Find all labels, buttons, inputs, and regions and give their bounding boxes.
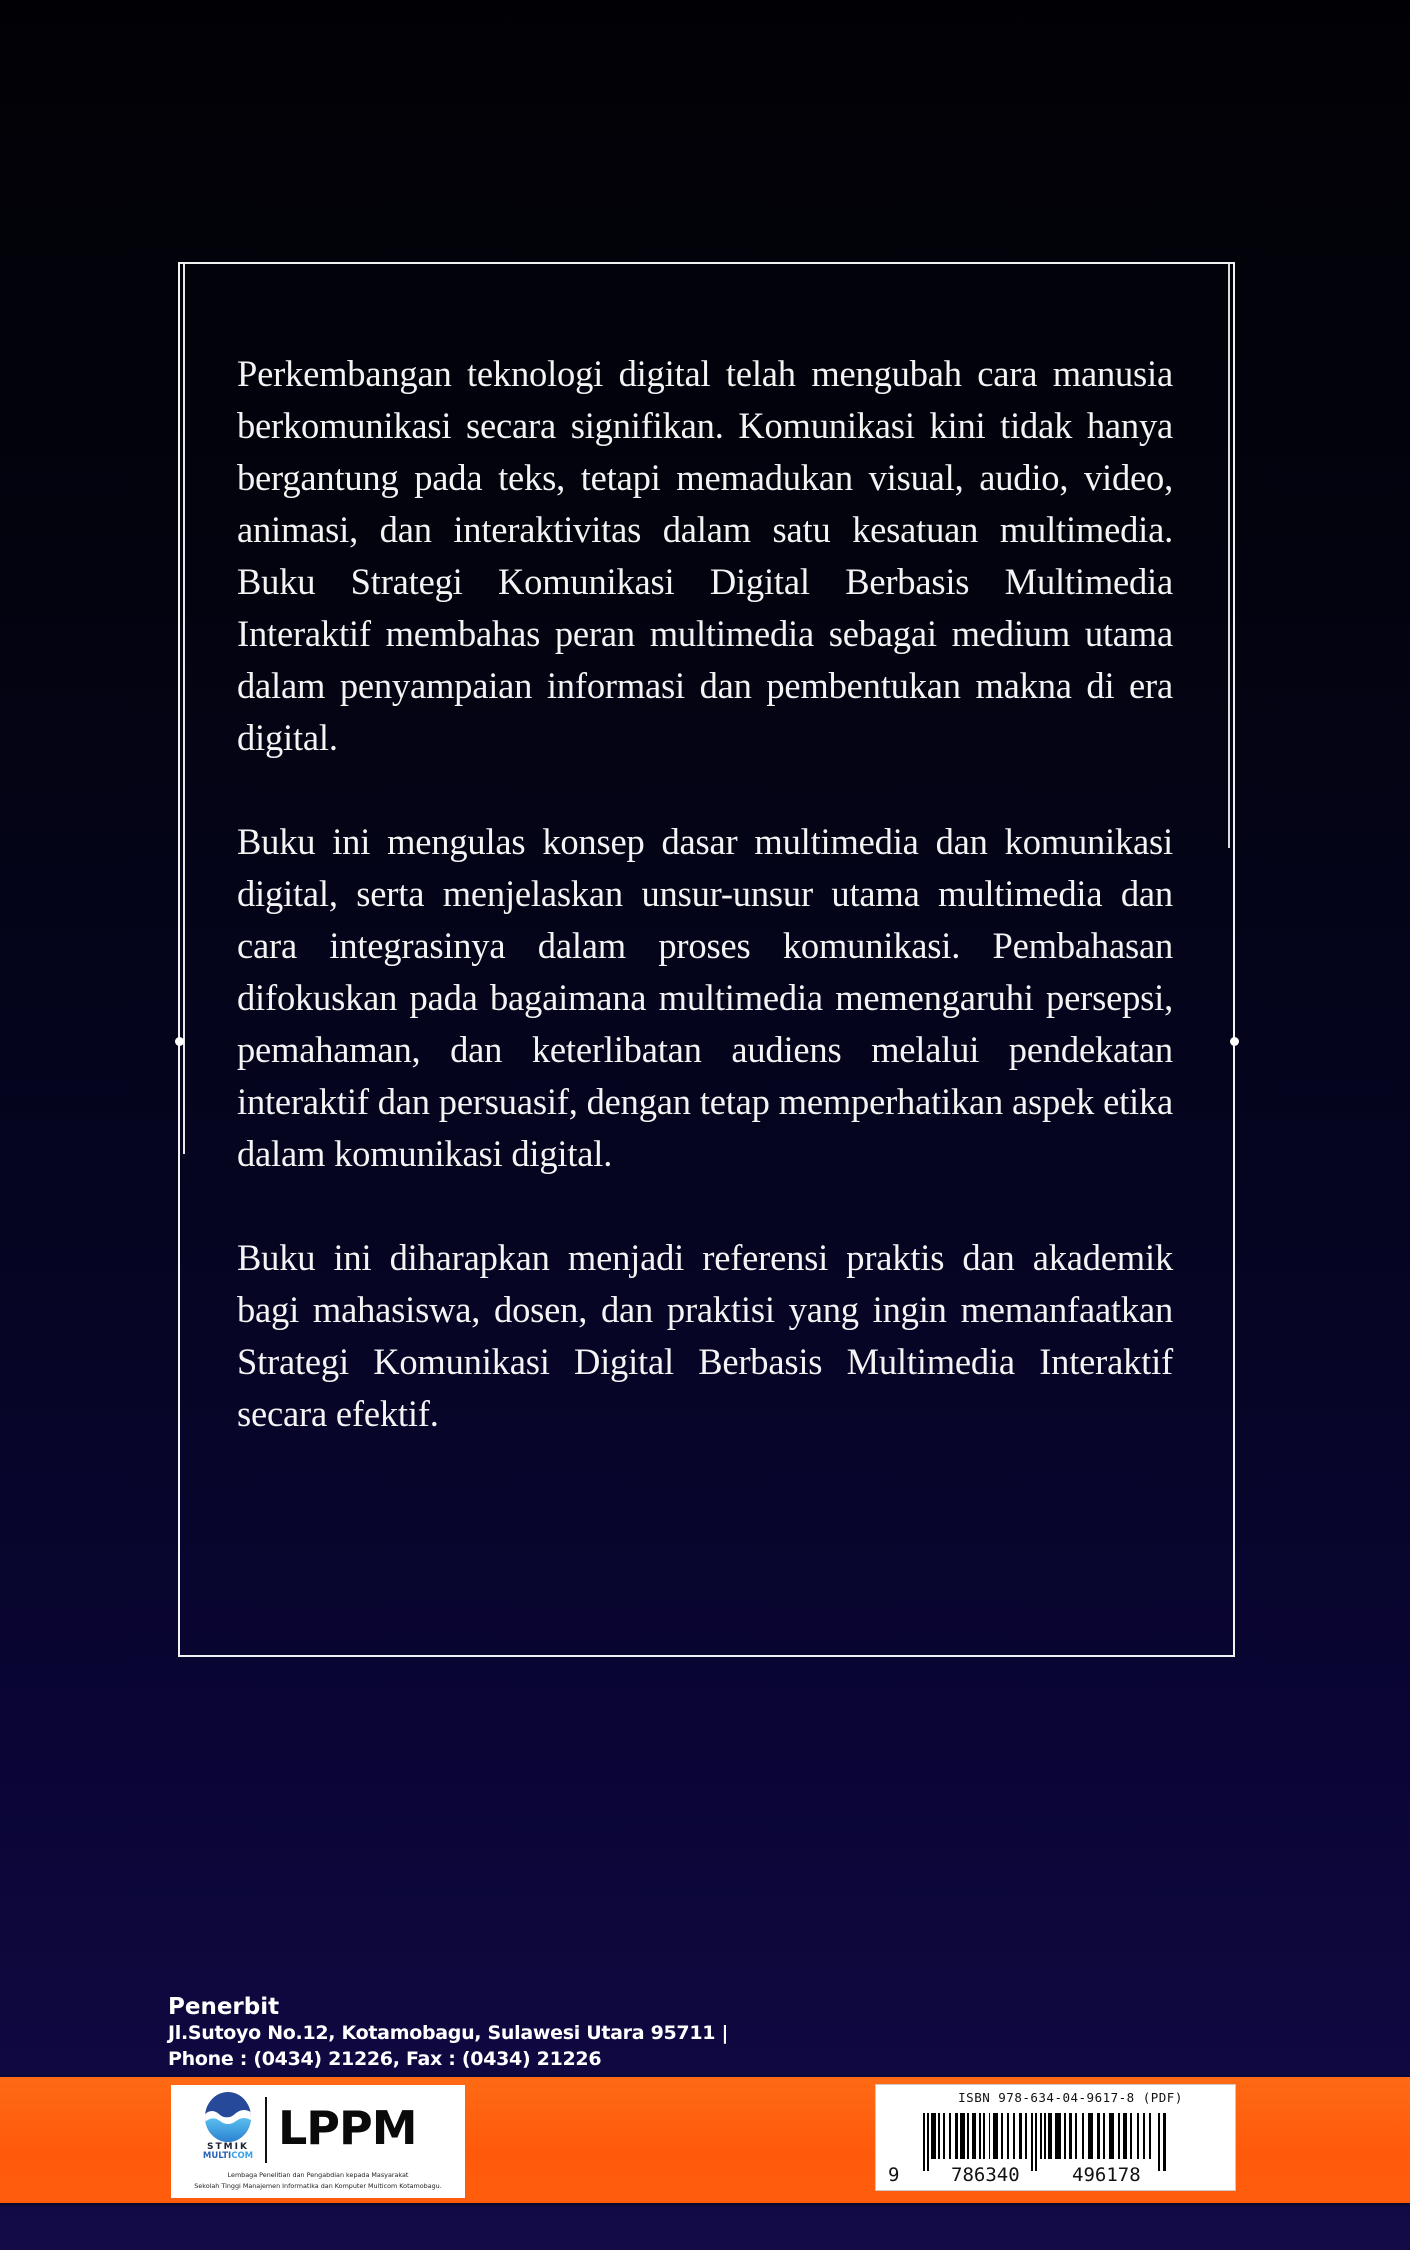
blurb-text — [237, 348, 1173, 1492]
barcode-bar — [1075, 2113, 1077, 2159]
barcode-bar — [931, 2113, 936, 2159]
barcode-bar — [967, 2113, 969, 2159]
barcode-bar — [1082, 2113, 1084, 2159]
publisher-contact: Phone : (0434) 21226, Fax : (0434) 21226 — [168, 2048, 602, 2070]
barcode-bar — [960, 2113, 965, 2159]
barcode-bar — [972, 2113, 976, 2159]
barcode-bar — [1103, 2113, 1105, 2159]
lppm-logo — [171, 2085, 465, 2198]
isbn-digit-first: 9 — [888, 2164, 900, 2186]
publisher-address: Jl.Sutoyo No.12, Kotamobagu, Sulawesi Utara 95711 | — [168, 2022, 729, 2044]
blurb-paragraph-1: Perkembangan teknologi digital telah mengubah cara manusia berkomunikasi secara signifikan. Komunikasi kini tidak hanya bergantung pada teks, tetapi memadukan visual, audio, video, animasi, dan interaktivitas dalam satu kesatuan multimedia. Buku Strategi Komunikasi Digital Berbasis Multimedia Interaktif membahas peran multimedia sebagai medium utama dalam penyampaian informasi dan pembentukan makna di era digital. — [237, 353, 1173, 758]
barcode-bar — [1149, 2113, 1151, 2159]
barcode-bar — [989, 2113, 990, 2159]
barcode-bar — [1143, 2113, 1145, 2159]
logo-divider — [265, 2097, 267, 2163]
barcode-bar — [1130, 2113, 1132, 2159]
publisher-info — [168, 1994, 728, 2072]
barcode-bar — [1048, 2113, 1052, 2159]
logo-com: COM — [231, 2151, 254, 2161]
publisher-title: Penerbit — [168, 1994, 280, 2020]
barcode-bar — [1040, 2113, 1042, 2159]
barcode-bar — [955, 2113, 958, 2159]
barcode-bar — [1044, 2113, 1046, 2159]
logo-multi: MULTI — [202, 2151, 232, 2161]
blurb-paragraph-2: Buku ini mengulas konsep dasar multimedia dan komunikasi digital, serta menjelaskan unsur-unsur utama multimedia dan cara integrasinya dalam proses komunikasi. Pembahasan difokuskan pada bagaimana multimedia memengaruhi persepsi, pemahaman, dan keterlibatan audiens melalui pendekatan interaktif dan persuasif, dengan tetap memperhatikan aspek etika dalam komunikasi digital. — [237, 821, 1173, 1174]
barcode-bar — [983, 2113, 985, 2159]
barcode-bar — [923, 2113, 925, 2171]
logo-lppm-name: LPPM — [278, 2101, 417, 2155]
stmik-emblem-icon — [204, 2091, 252, 2143]
barcode-bar — [1055, 2113, 1061, 2159]
logo-caption-line-2: Sekolah Tinggi Manajemen Informatika dan Komputer Multicom Kotamobagu. — [194, 2182, 442, 2190]
barcode-bar — [1019, 2113, 1022, 2159]
barcode-bar — [993, 2113, 998, 2159]
barcode-bar — [1158, 2113, 1160, 2171]
barcode-bar — [1163, 2113, 1166, 2171]
barcode-bar — [938, 2113, 940, 2159]
barcode-bar — [949, 2113, 951, 2159]
barcode-bar — [1001, 2113, 1003, 2159]
isbn-barcode — [875, 2084, 1236, 2191]
logo-caption-line-1: Lembaga Penelitian dan Pengabdian kepada Masyarakat — [227, 2171, 409, 2179]
barcode-bar — [927, 2113, 929, 2171]
barcode-bar — [979, 2113, 981, 2159]
barcode-bar — [1109, 2113, 1114, 2159]
isbn-digits-left: 786340 — [951, 2164, 1020, 2186]
logo-multicom-text — [201, 2151, 255, 2161]
barcode-bar — [1118, 2113, 1120, 2159]
frame-dot-left — [175, 1037, 184, 1046]
barcode-bar — [1137, 2113, 1139, 2159]
barcode-bar — [1035, 2113, 1037, 2171]
barcode-bar — [1013, 2113, 1015, 2159]
barcode-bar — [1069, 2113, 1072, 2159]
barcode-bar — [1123, 2113, 1127, 2159]
barcode-bars — [923, 2113, 1169, 2171]
isbn-label: ISBN 978-634-04-9617-8 (PDF) — [958, 2090, 1183, 2105]
frame-dot-right — [1230, 1037, 1239, 1046]
isbn-digits-right: 496178 — [1072, 2164, 1141, 2186]
barcode-bar — [1064, 2113, 1066, 2159]
logo-caption — [171, 2170, 465, 2192]
barcode-bar — [1007, 2113, 1009, 2159]
barcode-bar — [943, 2113, 945, 2159]
blurb-paragraph-3: Buku ini diharapkan menjadi referensi praktis dan akademik bagi mahasiswa, dosen, dan praktisi yang ingin memanfaatkan Strategi Komunikasi Digital Berbasis Multimedia Interaktif secara efektif. — [237, 1237, 1173, 1434]
barcode-bar — [1088, 2113, 1093, 2159]
barcode-bar — [1097, 2113, 1100, 2159]
barcode-bar — [1025, 2113, 1027, 2159]
barcode-bar — [1031, 2113, 1033, 2171]
logo-stmik-text: STMIK — [207, 2142, 249, 2152]
